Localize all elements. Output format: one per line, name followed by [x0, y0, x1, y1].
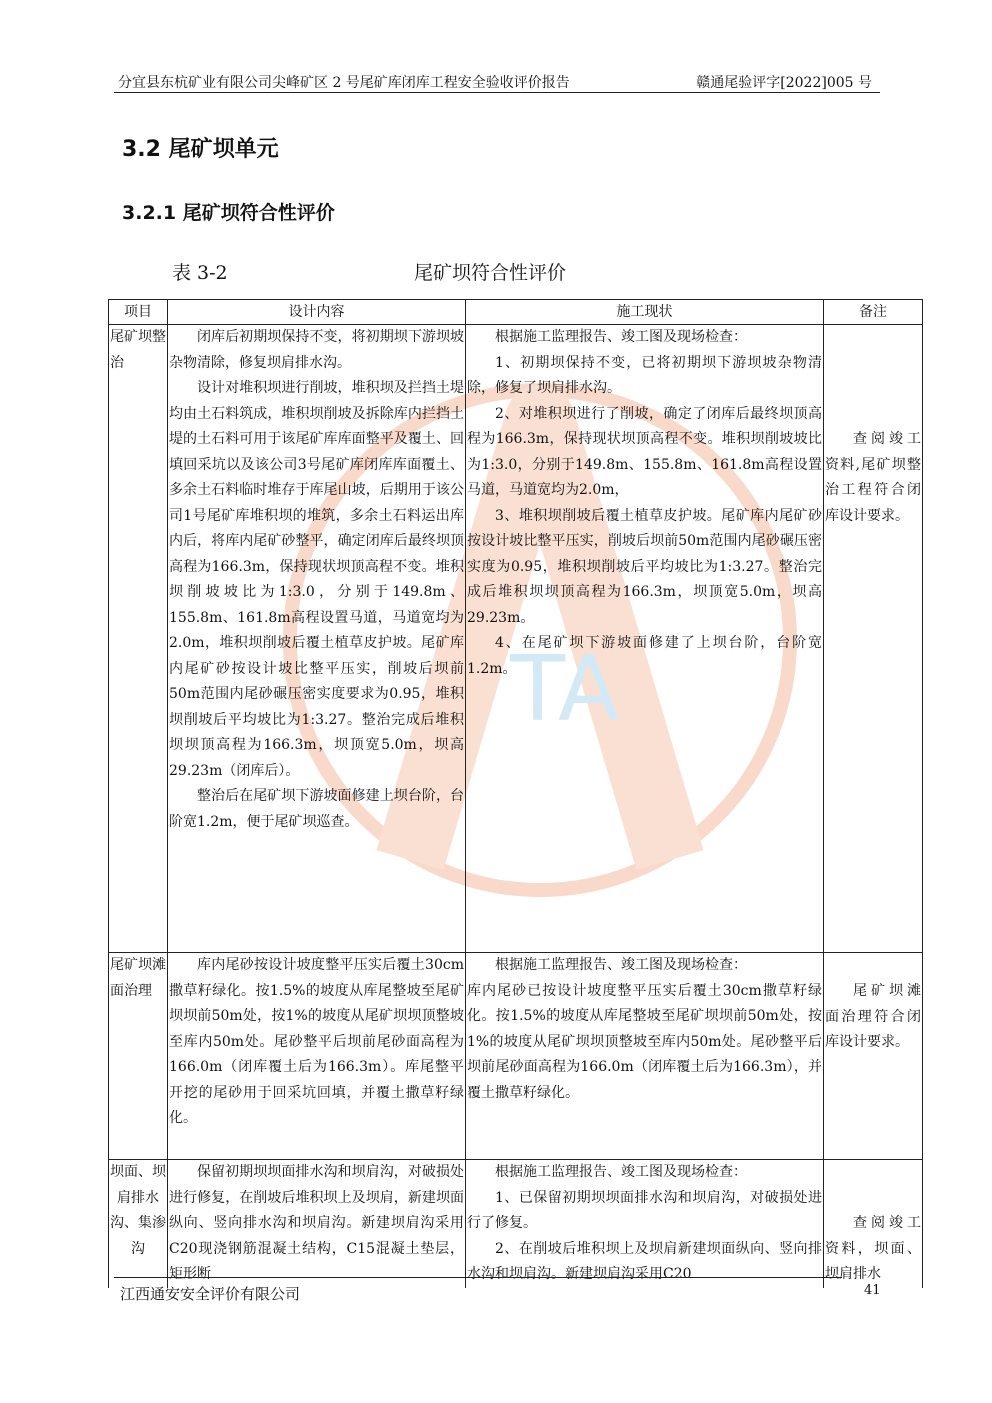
table-header-row: [109, 300, 923, 325]
conformity-evaluation-table: [108, 299, 923, 1288]
table-row: [109, 325, 923, 953]
remark-paragraph: 查阅竣工资料,尾矿坝整治工程符合闭库设计要求。: [825, 431, 921, 524]
row-remark-cell: [824, 1160, 923, 1288]
design-paragraph: 整治后在尾矿坝下游坡面修建上坝台阶，台阶宽1.2m，便于尾矿坝巡查。: [169, 788, 464, 830]
table-row: [109, 953, 923, 1160]
status-paragraph: 2、在削坡后堆积坝上及坝肩新建坝面纵向、竖向排水沟和坝肩沟。新建坝肩沟采用C20: [467, 1240, 822, 1282]
row-remark-cell: [824, 325, 923, 953]
remark-paragraph: 查阅竣工资料，坝面、坝肩排水: [825, 1215, 921, 1282]
row-item-label: 尾矿坝整治: [109, 325, 168, 953]
design-paragraph: 闭库后初期坝保持不变，将初期坝下游坝坡杂物清除，修复坝肩排水沟。: [169, 329, 464, 371]
status-paragraph: 3、堆积坝削坡后覆土植草皮护坡。尾矿库内尾矿砂按设计坡比整平压实，削坡后坝前50m范围内尾砂碾压密实度为0.95，堆积坝削坡后平均坡比为1:3.27。整治完成后堆积坝坝顶高程为166.3m，坝顶宽5.0m，坝高29.23m。: [467, 507, 822, 626]
header-report-title: 分宜县东杭矿业有限公司尖峰矿区 2 号尾矿库闭库工程安全验收评价报告: [118, 75, 570, 91]
row-item-label: 尾矿坝滩面治理: [109, 953, 168, 1160]
col-header-item: 项目: [109, 300, 168, 325]
row-design-cell: [168, 1160, 466, 1288]
remark-paragraph: 尾矿坝滩面治理符合闭库设计要求。: [825, 983, 921, 1050]
status-paragraph: 根据施工监理报告、竣工图及现场检查：: [495, 1164, 747, 1180]
subsection-title: 3.2.1 尾矿坝符合性评价: [122, 202, 335, 224]
col-header-design: 设计内容: [168, 300, 466, 325]
status-paragraph: 1、已保留初期坝坝面排水沟和坝肩沟，对破损处进行了修复。: [467, 1189, 822, 1231]
row-status-cell: [466, 953, 824, 1160]
table-caption-number: 表 3-2: [172, 262, 228, 284]
row-status-cell: [466, 1160, 824, 1288]
footer-company: 江西通安安全评价有限公司: [120, 1285, 301, 1303]
status-paragraph: 2、对堆积坝进行了削坡，确定了闭库后最终坝顶高程为166.3m，保持现状坝顶高程不变。堆积坝削坡坡比为1:3.0，分别于149.8m、155.8m、161.8m高程设置马道，马道宽均为2.0m，: [467, 405, 822, 498]
svg-text:TA: TA: [510, 637, 620, 742]
row-design-cell: [168, 953, 466, 1160]
section-title: 3.2 尾矿坝单元: [122, 137, 279, 162]
row-item-label: 坝面、坝肩排水沟、集渗沟: [109, 1160, 168, 1288]
design-paragraph: 保留初期坝坝面排水沟和坝肩沟，对破损处进行修复，在削坡后堆积坝上及坝肩，新建坝面纵向、竖向排水沟和坝肩沟。新建坝肩沟采用C20现浇钢筋混凝土结构，C15混凝土垫层，矩形断: [169, 1164, 464, 1282]
row-remark-cell: [824, 953, 923, 1160]
col-header-remark: 备注: [824, 300, 923, 325]
status-paragraph: 4、在尾矿坝下游坡面修建了上坝台阶，台阶宽1.2m。: [467, 635, 822, 677]
table-row: [109, 1160, 923, 1288]
status-paragraph: 1、初期坝保持不变，已将初期坝下游坝坡杂物清除，修复了坝肩排水沟。: [467, 354, 822, 396]
status-paragraph: 库内尾砂已按设计坡度整平压实后覆土30cm撒草籽绿化。按1.5%的坡度从库尾整坡至尾矿坝坝前50m处，按1%的坡度从尾矿坝坝顶整坡至库内50m处。尾砂整平后坝前尾砂面高程为166.0m（闭库覆土后为166.3m），并覆土撒草籽绿化。: [467, 982, 822, 1101]
design-paragraph: 库内尾砂按设计坡度整平压实后覆土30cm撒草籽绿化。按1.5%的坡度从库尾整坡至尾矿坝坝前50m处，按1%的坡度从尾矿坝坝顶整坡至库内50m处。尾砂整平后坝前尾砂面高程为166.0m（闭库覆土后为166.3m）。库尾整平开挖的尾砂用于回采坑回填，并覆土撒草籽绿化。: [169, 957, 464, 1126]
page-number: 41: [864, 1283, 881, 1298]
header-report-number: 赣通尾验评字[2022]005 号: [696, 75, 872, 91]
row-design-cell: [168, 325, 466, 953]
status-paragraph: 根据施工监理报告、竣工图及现场检查：: [495, 329, 747, 345]
col-header-status: 施工现状: [466, 300, 824, 325]
row-status-cell: [466, 325, 824, 953]
table-caption-title: 尾矿坝符合性评价: [414, 262, 567, 284]
header-rule: [114, 92, 880, 93]
status-paragraph: 根据施工监理报告、竣工图及现场检查：: [495, 957, 747, 973]
footer-rule: [114, 1277, 842, 1278]
design-paragraph: 设计对堆积坝进行削坡，堆积坝及拦挡土堤均由土石料筑成，堆积坝削坡及拆除库内拦挡土堤的土石料可用于该尾矿库库面整平及覆土、回填回采坑以及该公司3号尾矿库闭库库面覆土、多余土石料临时堆存于库尾山坡，后期用于该公司1号尾矿库堆积坝的堆筑，多余土石料运出库内后，将库内尾矿砂整平，确定闭库后最终坝顶高程为166.3m，保持现状坝顶高程不变。堆积坝削坡坡比为1:3.0，分别于149.8m、155.8m、161.8m高程设置马道，马道宽均为2.0m，堆积坝削坡后覆土植草皮护坡。尾矿库内尾矿砂按设计坡比整平压实，削坡后坝前50m范围内尾砂碾压密实度要求为0.95，堆积坝削坡后平均坡比为1:3.27。整治完成后堆积坝坝顶高程为166.3m，坝顶宽5.0m，坝高29.23m（闭库后）。: [169, 380, 464, 779]
